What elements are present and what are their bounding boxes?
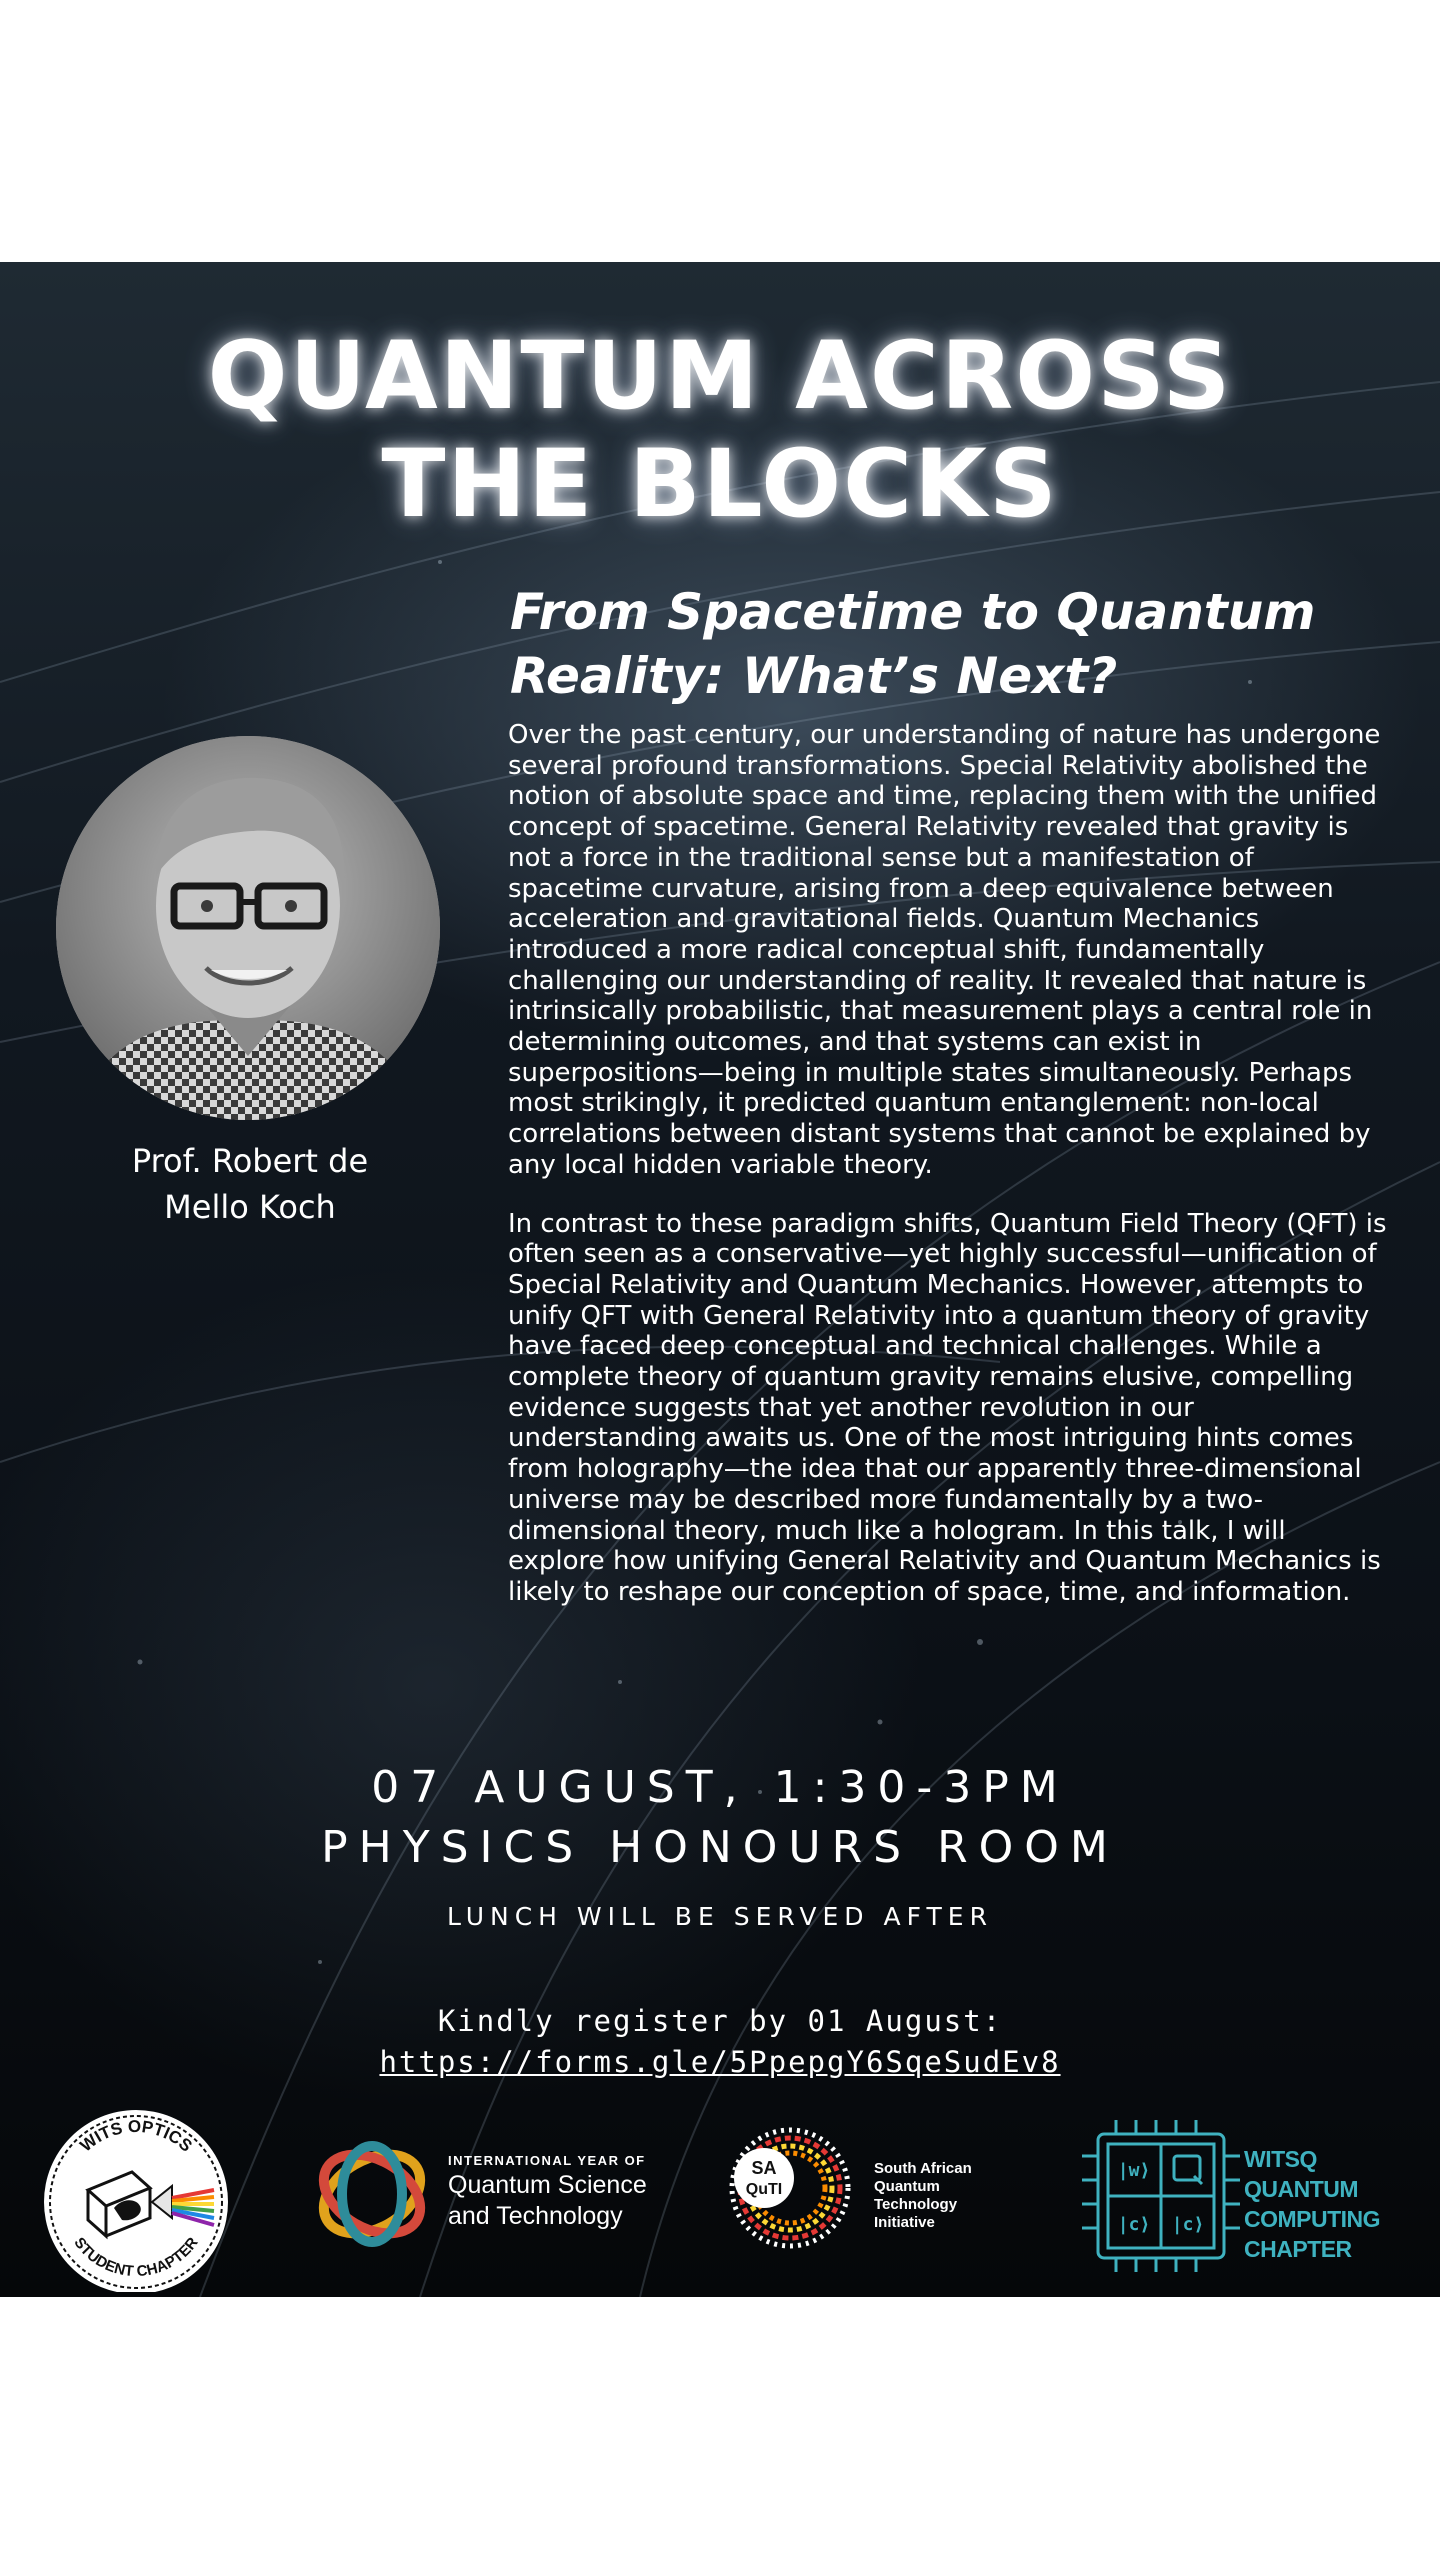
iyq-logo-text xyxy=(448,2152,668,2232)
event-date-time: 07 AUGUST, 1:30-3PM xyxy=(371,1762,1069,1813)
wits-optics-top-text: WITS OPTICS xyxy=(76,2116,196,2156)
witsq-line-1: WITSQ xyxy=(1244,2146,1317,2172)
saqti-line-4: Initiative xyxy=(874,2214,935,2231)
iyq-line-1: Quantum Science xyxy=(448,2171,647,2199)
poster-title-line-1: QUANTUM ACROSS xyxy=(207,322,1233,431)
poster-title-line-2: THE BLOCKS xyxy=(381,430,1059,539)
wits-optics-bottom-text: STUDENT CHAPTER xyxy=(70,2234,202,2281)
talk-title-line-2: Reality: What’s Next? xyxy=(510,647,1118,705)
witsq-line-4: CHAPTER xyxy=(1244,2236,1352,2262)
saqti-line-2: Quantum xyxy=(874,2178,940,2195)
saqti-logo-text xyxy=(874,2160,994,2232)
speaker-name-line-1: Prof. Robert de xyxy=(131,1142,369,1180)
witsq-chip-c-right: |c⟩ xyxy=(1171,2214,1205,2235)
talk-title xyxy=(510,580,1410,708)
registration-link[interactable]: https://forms.gle/5PpepgY6SqeSudEv8 xyxy=(379,2045,1061,2079)
iyq-line-2: and Technology xyxy=(448,2202,623,2230)
iyq-logo xyxy=(310,2132,680,2272)
abstract-paragraph-1: Over the past century, our understanding of nature has undergone several profound transformations. Special Relativity abolished the notion of absolute space and time, replacing them with the unified concept of spacetime. General Relativity revealed that gravity is not a force in the traditional sense but a manifestation of spacetime curvature, arising from a deep equivalence between acceleration and gravitational fields. Quantum Mechanics introduced a more radical conceptual shift, fundamentally challenging our understanding of reality. It revealed that nature is intrinsically probabilistic, that measurement plays a central role in determining outcomes, and that systems can exist in superpositions—being in multiple states simultaneously. Perhaps most strikingly, it predicted quantum entanglement: non-local correlations between distant systems that cannot be explained by any local hidden variable theory. xyxy=(508,720,1381,1180)
talk-abstract xyxy=(508,720,1388,1636)
witsq-logo-text xyxy=(1244,2144,1440,2264)
event-poster xyxy=(0,262,1440,2297)
lunch-note: LUNCH WILL BE SERVED AFTER xyxy=(447,1902,993,1931)
wits-optics-logo xyxy=(36,2102,236,2292)
saqti-logo xyxy=(724,2122,1024,2272)
iyq-top-text: INTERNATIONAL YEAR OF xyxy=(448,2153,646,2168)
saqti-badge-line-1: SA xyxy=(751,2158,777,2178)
speaker-portrait xyxy=(56,736,440,1120)
saqti-line-1: South African xyxy=(874,2160,972,2177)
registration-prompt: Kindly register by 01 August: xyxy=(437,2004,1003,2038)
speaker-name-line-2: Mello Koch xyxy=(164,1188,336,1226)
sponsor-logos xyxy=(0,2102,1440,2292)
event-venue: PHYSICS HONOURS ROOM xyxy=(321,1822,1119,1873)
witsq-logo xyxy=(1076,2116,1436,2276)
abstract-paragraph-2: In contrast to these paradigm shifts, Quantum Field Theory (QFT) is often seen as a conservative—yet highly successful—unification of Special Relativity and Quantum Mechanics. However, attempts to unify QFT with General Relativity into a quantum theory of gravity have faced deep conceptual and technical challenges. While a complete theory of quantum gravity remains elusive, compelling evidence suggests that yet another revolution in our understanding awaits us. One of the most intriguing hints comes from holography—the idea that our apparently three-dimensional universe may be described more fundamentally by a two-dimensional theory, much like a hologram. In this talk, I will explore how unifying General Relativity and Quantum Mechanics is likely to reshape our conception of space, time, and information. xyxy=(508,1208,1387,1607)
witsq-line-2: QUANTUM xyxy=(1244,2176,1359,2202)
saqti-badge-line-2: QuTI xyxy=(745,2181,783,2198)
talk-title-line-1: From Spacetime to Quantum xyxy=(510,583,1316,641)
witsq-chip-w: |w⟩ xyxy=(1117,2160,1151,2181)
speaker-photo-illustration xyxy=(56,736,440,1120)
witsq-chip-c-left: |c⟩ xyxy=(1117,2214,1151,2235)
saqti-line-3: Technology xyxy=(874,2196,958,2213)
speaker-name xyxy=(90,1138,410,1230)
witsq-line-3: COMPUTING xyxy=(1244,2206,1381,2232)
